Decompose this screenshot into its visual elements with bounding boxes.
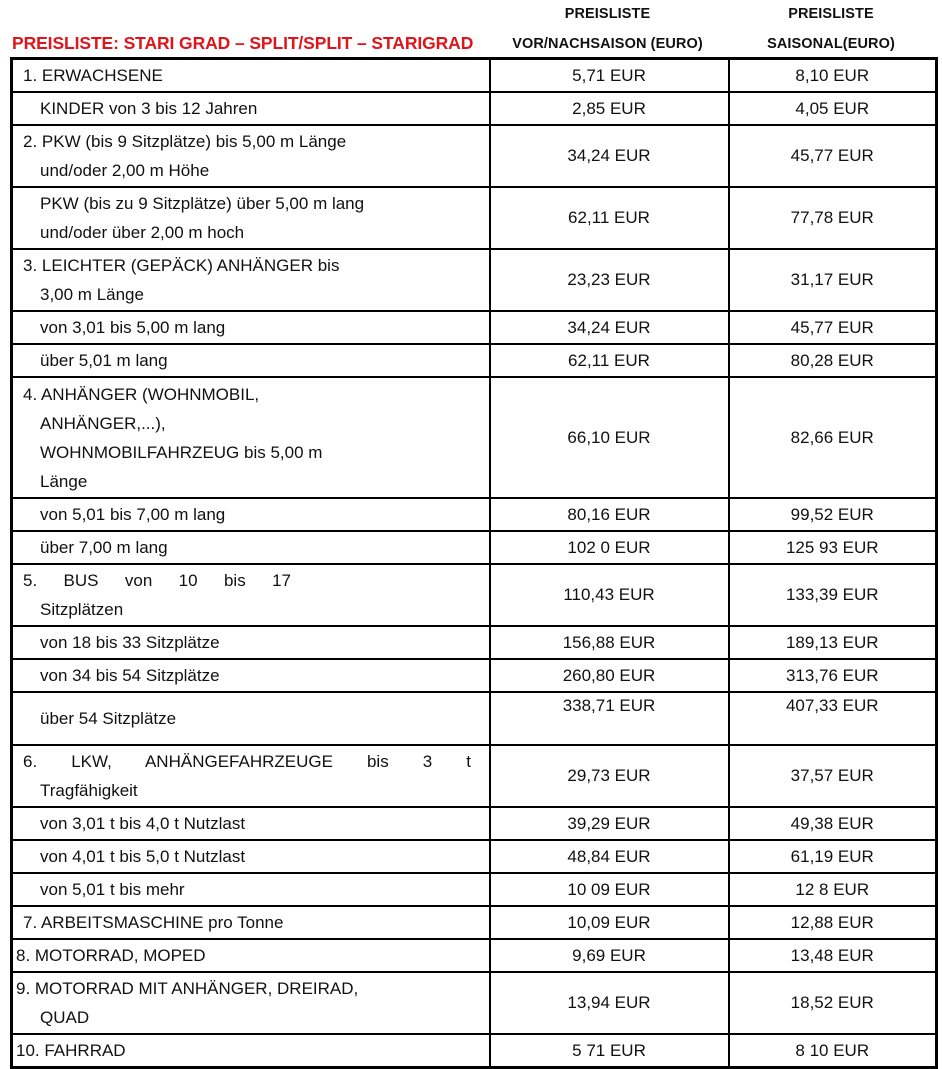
price-saisonal: 189,13 EUR bbox=[729, 626, 937, 659]
price-presaison: 10,09 EUR bbox=[490, 906, 729, 939]
item-label-cell bbox=[12, 498, 490, 531]
table-row bbox=[12, 249, 937, 311]
item-label-line: 8. MOTORRAD, MOPED bbox=[16, 946, 206, 965]
table-row bbox=[12, 939, 937, 972]
item-label-line: über 54 Sitzplätze bbox=[40, 709, 177, 728]
price-saisonal: 77,78 EUR bbox=[729, 187, 937, 249]
item-label-cell bbox=[12, 840, 490, 873]
item-label-cell bbox=[12, 807, 490, 840]
item-label-line: 3. LEICHTER (GEPÄCK) ANHÄNGER bis bbox=[23, 256, 340, 275]
price-presaison: 260,80 EUR bbox=[490, 659, 729, 692]
item-label-line: von 18 bis 33 Sitzplätze bbox=[40, 633, 220, 652]
table-row bbox=[12, 187, 937, 249]
price-saisonal: 31,17 EUR bbox=[729, 249, 937, 311]
item-label-cell bbox=[12, 692, 490, 745]
price-presaison: 34,24 EUR bbox=[490, 311, 729, 344]
column-header-presaison-line1: PREISLISTE bbox=[564, 6, 651, 22]
price-saisonal: 12,88 EUR bbox=[729, 906, 937, 939]
price-saisonal: 4,05 EUR bbox=[729, 92, 937, 125]
column-header-saisonal bbox=[727, 0, 935, 57]
item-label-cell bbox=[12, 745, 490, 807]
item-label-cell bbox=[12, 377, 490, 498]
price-presaison: 80,16 EUR bbox=[490, 498, 729, 531]
item-label-line: über 7,00 m lang bbox=[40, 538, 168, 557]
item-label-line: Länge bbox=[40, 471, 88, 491]
table-row bbox=[12, 311, 937, 344]
price-presaison: 110,43 EUR bbox=[490, 564, 729, 626]
item-label-cell bbox=[12, 344, 490, 377]
table-row bbox=[12, 498, 937, 531]
price-presaison: 156,88 EUR bbox=[490, 626, 729, 659]
page-title: PREISLISTE: STARI GRAD – SPLIT/SPLIT – STARIGRAD bbox=[12, 33, 474, 53]
item-label-line: QUAD bbox=[40, 1008, 90, 1027]
item-label-line: 9. MOTORRAD MIT ANHÄNGER, DREIRAD, bbox=[16, 979, 359, 998]
price-presaison: 338,71 EUR bbox=[490, 692, 729, 745]
item-label-line: und/oder 2,00 m Höhe bbox=[40, 161, 210, 180]
column-header-saisonal-line2: SAISONAL(EURO) bbox=[767, 36, 895, 52]
item-label-cell bbox=[12, 187, 490, 249]
price-saisonal: 80,28 EUR bbox=[729, 344, 937, 377]
item-label-line: von 5,01 bis 7,00 m lang bbox=[40, 505, 226, 524]
price-saisonal: 12 8 EUR bbox=[729, 873, 937, 906]
table-row bbox=[12, 1034, 937, 1068]
table-row bbox=[12, 807, 937, 840]
table-row bbox=[12, 59, 937, 93]
item-label-line: über 5,01 m lang bbox=[40, 351, 168, 370]
table-row bbox=[12, 626, 937, 659]
item-label-cell bbox=[12, 125, 490, 187]
price-presaison: 5 71 EUR bbox=[490, 1034, 729, 1068]
price-presaison: 29,73 EUR bbox=[490, 745, 729, 807]
item-label-line: von 3,01 bis 5,00 m lang bbox=[40, 318, 226, 337]
price-saisonal: 99,52 EUR bbox=[729, 498, 937, 531]
item-label-line: 4. ANHÄNGER (WOHNMOBIL, bbox=[23, 384, 260, 404]
item-label-line: KINDER von 3 bis 12 Jahren bbox=[40, 99, 258, 118]
item-label-line: 1. ERWACHSENE bbox=[23, 66, 163, 85]
item-label-cell bbox=[12, 939, 490, 972]
item-label-cell bbox=[12, 59, 490, 93]
price-saisonal: 49,38 EUR bbox=[729, 807, 937, 840]
item-label-cell bbox=[12, 906, 490, 939]
price-presaison: 9,69 EUR bbox=[490, 939, 729, 972]
table-row bbox=[12, 377, 937, 498]
table-row bbox=[12, 531, 937, 564]
item-label-line: von 3,01 t bis 4,0 t Nutzlast bbox=[40, 814, 246, 833]
item-label-line: WOHNMOBILFAHRZEUG bis 5,00 m bbox=[40, 442, 323, 462]
price-saisonal: 13,48 EUR bbox=[729, 939, 937, 972]
item-label-line: von 5,01 t bis mehr bbox=[40, 880, 185, 899]
price-saisonal: 313,76 EUR bbox=[729, 659, 937, 692]
item-label-line: 7. ARBEITSMASCHINE pro Tonne bbox=[23, 913, 284, 932]
table-row bbox=[12, 692, 937, 745]
item-label-cell bbox=[12, 564, 490, 626]
column-header-saisonal-line1: PREISLISTE bbox=[788, 6, 874, 22]
price-presaison: 2,85 EUR bbox=[490, 92, 729, 125]
price-presaison: 102 0 EUR bbox=[490, 531, 729, 564]
table-row bbox=[12, 564, 937, 626]
table-row bbox=[12, 92, 937, 125]
price-presaison: 48,84 EUR bbox=[490, 840, 729, 873]
price-presaison: 23,23 EUR bbox=[490, 249, 729, 311]
item-label-cell bbox=[12, 873, 490, 906]
price-presaison: 62,11 EUR bbox=[490, 187, 729, 249]
item-label-cell bbox=[12, 659, 490, 692]
table-row bbox=[12, 125, 937, 187]
table-row bbox=[12, 745, 937, 807]
item-label-line: Tragfähigkeit bbox=[40, 781, 138, 800]
price-saisonal: 45,77 EUR bbox=[729, 125, 937, 187]
column-header-presaison bbox=[488, 0, 727, 57]
title-cell bbox=[10, 0, 488, 57]
item-label-cell bbox=[12, 249, 490, 311]
table-row bbox=[12, 344, 937, 377]
price-presaison: 62,11 EUR bbox=[490, 344, 729, 377]
price-saisonal: 407,33 EUR bbox=[729, 692, 937, 745]
item-label-line: 6. LKW, ANHÄNGEFAHRZEUGE bis 3 t bbox=[23, 752, 471, 771]
item-label-line: ANHÄNGER,...), bbox=[40, 413, 166, 433]
item-label-line: von 34 bis 54 Sitzplätze bbox=[40, 666, 220, 685]
item-label-line: PKW (bis zu 9 Sitzplätze) über 5,00 m lang bbox=[40, 194, 365, 213]
price-table bbox=[10, 57, 938, 1069]
item-label-line: 5. BUS von 10 bis 17 bbox=[23, 571, 291, 590]
price-presaison: 10 09 EUR bbox=[490, 873, 729, 906]
table-row bbox=[12, 659, 937, 692]
item-label-cell bbox=[12, 972, 490, 1034]
price-presaison: 39,29 EUR bbox=[490, 807, 729, 840]
price-saisonal: 61,19 EUR bbox=[729, 840, 937, 873]
item-label-line: 10. FAHRRAD bbox=[16, 1041, 126, 1060]
price-table-body bbox=[12, 59, 937, 1068]
price-presaison: 5,71 EUR bbox=[490, 59, 729, 93]
price-saisonal: 45,77 EUR bbox=[729, 311, 937, 344]
column-header-presaison-line2: VOR/NACHSAISON (EURO) bbox=[512, 36, 703, 52]
item-label-line: und/oder über 2,00 m hoch bbox=[40, 223, 245, 242]
item-label-cell bbox=[12, 92, 490, 125]
table-row bbox=[12, 972, 937, 1034]
table-row bbox=[12, 840, 937, 873]
price-saisonal: 37,57 EUR bbox=[729, 745, 937, 807]
price-saisonal: 8 10 EUR bbox=[729, 1034, 937, 1068]
item-label-cell bbox=[12, 1034, 490, 1068]
price-presaison: 13,94 EUR bbox=[490, 972, 729, 1034]
price-saisonal: 82,66 EUR bbox=[729, 377, 937, 498]
price-presaison: 66,10 EUR bbox=[490, 377, 729, 498]
price-saisonal: 125 93 EUR bbox=[729, 531, 937, 564]
item-label-line: 2. PKW (bis 9 Sitzplätze) bis 5,00 m Länge bbox=[23, 132, 347, 151]
table-row bbox=[12, 906, 937, 939]
price-saisonal: 133,39 EUR bbox=[729, 564, 937, 626]
item-label-line: Sitzplätzen bbox=[40, 600, 124, 619]
price-presaison: 34,24 EUR bbox=[490, 125, 729, 187]
table-row bbox=[12, 873, 937, 906]
table-header bbox=[10, 0, 935, 57]
item-label-cell bbox=[12, 626, 490, 659]
item-label-line: 3,00 m Länge bbox=[40, 285, 144, 304]
item-label-line: von 4,01 t bis 5,0 t Nutzlast bbox=[40, 847, 246, 866]
price-saisonal: 8,10 EUR bbox=[729, 59, 937, 93]
item-label-cell bbox=[12, 531, 490, 564]
item-label-cell bbox=[12, 311, 490, 344]
price-saisonal: 18,52 EUR bbox=[729, 972, 937, 1034]
